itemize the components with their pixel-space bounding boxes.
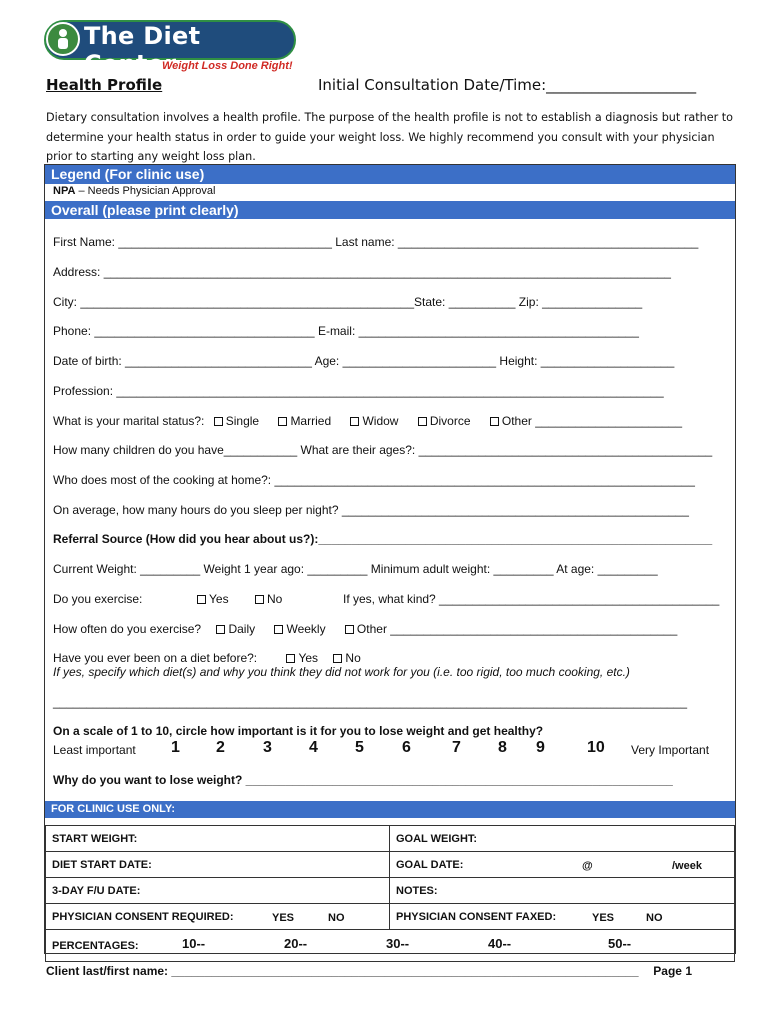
children-field[interactable]: How many children do you have___________ What are their ages?: ____________________________________________ <box>53 443 713 457</box>
page-number: Page 1 <box>653 964 692 978</box>
address-field[interactable]: Address: _____________________________________________________________________________________ <box>53 265 671 279</box>
referral-field[interactable]: Referral Source (How did you hear about us?):___________________________________________________________ <box>53 532 713 546</box>
option-label: Other ___________________________________________ <box>356 622 678 636</box>
checkbox[interactable] <box>350 417 359 426</box>
scale-low: Least important <box>53 743 136 757</box>
checkbox[interactable] <box>274 625 283 634</box>
marital-divorce[interactable] <box>418 414 471 428</box>
page-title: Health Profile <box>46 76 163 94</box>
diet-row <box>53 651 361 665</box>
goal-weight-label: GOAL WEIGHT: <box>396 832 478 845</box>
option-label: Divorce <box>429 414 471 428</box>
name-field[interactable]: First Name: ________________________________ Last name: _____________________________________________ <box>53 235 699 249</box>
intro-text: Dietary consultation involves a health profile. The purpose of the health profile is not to establish a diagnosis but rather to determine your health status in order to guide your weight loss. We highly recommend you consult with your physician prior to starting any weight loss plan. <box>46 111 734 164</box>
consent-faxed-label: PHYSICIAN CONSENT FAXED: <box>396 910 557 923</box>
goal-weight-cell[interactable] <box>390 826 735 852</box>
scale-3[interactable]: 3 <box>263 739 272 756</box>
diet-question: Have you ever been on a diet before?: <box>53 651 258 665</box>
checkbox[interactable] <box>255 595 264 604</box>
option-label: Other ______________________ <box>501 414 683 428</box>
checkbox[interactable] <box>278 417 287 426</box>
exercise-no[interactable] <box>255 592 282 606</box>
often-weekly[interactable] <box>274 622 325 636</box>
legend-abbr: NPA <box>53 185 76 197</box>
checkbox[interactable] <box>197 595 206 604</box>
consent-required-no[interactable]: NO <box>328 912 345 924</box>
marital-row <box>53 414 682 428</box>
exercise-kind[interactable]: If yes, what kind? __________________________________________ <box>343 592 720 606</box>
option-label: Yes <box>298 651 319 665</box>
checkbox[interactable] <box>216 625 225 634</box>
scale-row <box>53 739 729 763</box>
pct-30[interactable]: 30-- <box>386 936 410 951</box>
option-label: Daily <box>228 622 256 636</box>
cooking-field[interactable]: Who does most of the cooking at home?: _______________________________________________________________ <box>53 473 695 487</box>
checkbox[interactable] <box>345 625 354 634</box>
marital-question: What is your marital status?: <box>53 414 205 428</box>
goal-date-label: GOAL DATE: <box>396 858 464 871</box>
scale-9[interactable]: 9 <box>536 739 545 756</box>
checkbox[interactable] <box>214 417 223 426</box>
weight-field[interactable]: Current Weight: _________ Weight 1 year ago: _________ Minimum adult weight: _________ At age: _________ <box>53 562 658 576</box>
legend-heading: Legend (For clinic use) <box>45 165 735 184</box>
option-label: Married <box>290 414 332 428</box>
exercise-often-row <box>53 622 677 636</box>
diet-answer-line[interactable]: _______________________________________________________________________________________________ <box>53 695 688 709</box>
scale-2[interactable]: 2 <box>216 739 225 756</box>
client-name-field[interactable]: Client last/first name: ______________________________________________________________________ <box>46 964 639 978</box>
person-icon <box>46 22 80 56</box>
marital-married[interactable] <box>278 414 331 428</box>
dob-field[interactable]: Date of birth: ____________________________ Age: _______________________ Height: ____________________ <box>53 354 675 368</box>
often-daily[interactable] <box>216 622 255 636</box>
legend-desc: – Needs Physician Approval <box>75 185 216 197</box>
often-other[interactable] <box>345 622 677 636</box>
diet-no[interactable] <box>333 651 360 665</box>
logo-tagline: Weight Loss Done Right! <box>162 60 293 72</box>
phone-field[interactable]: Phone: _________________________________ E-mail: __________________________________________ <box>53 324 639 338</box>
checkbox[interactable] <box>333 654 342 663</box>
diet-start-cell[interactable] <box>46 852 390 878</box>
option-label: Widow <box>362 414 399 428</box>
option-label: No <box>345 651 361 665</box>
diet-yes[interactable] <box>286 651 318 665</box>
percentages-cell <box>46 930 735 962</box>
scale-1[interactable]: 1 <box>171 739 180 756</box>
consent-required-yes[interactable]: YES <box>272 912 295 924</box>
footer <box>46 964 736 978</box>
three-day-cell[interactable] <box>46 878 390 904</box>
scale-10[interactable]: 10 <box>587 739 605 756</box>
marital-single[interactable] <box>214 414 259 428</box>
start-weight-cell[interactable] <box>46 826 390 852</box>
diet-specify: If yes, specify which diet(s) and why you think they did not work for you (i.e. too rigid, too much cooking, etc.) <box>53 665 630 679</box>
exercise-yes[interactable] <box>197 592 229 606</box>
overall-heading: Overall (please print clearly) <box>45 201 735 219</box>
notes-label: NOTES: <box>396 884 438 897</box>
start-weight-label: START WEIGHT: <box>52 832 138 845</box>
why-field[interactable]: Why do you want to lose weight? ________________________________________________________________ <box>53 773 673 787</box>
option-label: Single <box>225 414 260 428</box>
option-label: Yes <box>209 592 229 606</box>
checkbox[interactable] <box>418 417 427 426</box>
scale-5[interactable]: 5 <box>355 739 364 756</box>
scale-question: On a scale of 1 to 10, circle how important is it for you to lose weight and get healthy? <box>53 724 544 738</box>
scale-8[interactable]: 8 <box>498 739 507 756</box>
exercise-question: Do you exercise: <box>53 592 143 606</box>
consent-faxed-cell <box>390 904 735 930</box>
scale-7[interactable]: 7 <box>452 739 461 756</box>
consent-required-cell <box>46 904 390 930</box>
diet-start-label: DIET START DATE: <box>52 858 152 871</box>
sleep-field[interactable]: On average, how many hours do you sleep per night? ____________________________________________________ <box>53 503 689 517</box>
notes-cell[interactable] <box>390 878 735 904</box>
consent-faxed-yes[interactable]: YES <box>592 912 615 924</box>
consent-required-label: PHYSICIAN CONSENT REQUIRED: <box>52 910 234 923</box>
exercise-row <box>53 592 723 606</box>
consent-faxed-no[interactable]: NO <box>646 912 663 924</box>
scale-high: Very Important <box>631 743 710 757</box>
at-sign: @ <box>582 860 593 872</box>
logo-name: The Diet Center <box>84 22 201 78</box>
logo <box>44 20 296 78</box>
percentages-label: PERCENTAGES: <box>52 939 139 952</box>
pct-50[interactable]: 50-- <box>608 936 632 951</box>
marital-widow[interactable] <box>350 414 398 428</box>
clinic-heading: FOR CLINIC USE ONLY: <box>45 801 735 818</box>
consultation-datetime[interactable]: Initial Consultation Date/Time:____________________ <box>318 76 697 94</box>
clinic-table <box>45 825 735 962</box>
exercise-often-question: How often do you exercise? <box>53 622 202 636</box>
option-label: No <box>267 592 283 606</box>
profession-field[interactable]: Profession: __________________________________________________________________________________ <box>53 384 664 398</box>
form-box <box>44 164 736 954</box>
marital-other[interactable] <box>490 414 682 428</box>
option-label: Weekly <box>286 622 326 636</box>
pct-10[interactable]: 10-- <box>182 936 206 951</box>
city-field[interactable]: City: __________________________________________________State: __________ Zip: _______________ <box>53 295 643 309</box>
goal-date-cell[interactable] <box>390 852 735 878</box>
legend-row <box>53 185 215 197</box>
checkbox[interactable] <box>490 417 499 426</box>
scale-4[interactable]: 4 <box>309 739 318 756</box>
three-day-label: 3-DAY F/U DATE: <box>52 884 141 897</box>
per-week-label: /week <box>672 860 702 872</box>
pct-20[interactable]: 20-- <box>284 936 308 951</box>
pct-40[interactable]: 40-- <box>488 936 512 951</box>
scale-6[interactable]: 6 <box>402 739 411 756</box>
checkbox[interactable] <box>286 654 295 663</box>
